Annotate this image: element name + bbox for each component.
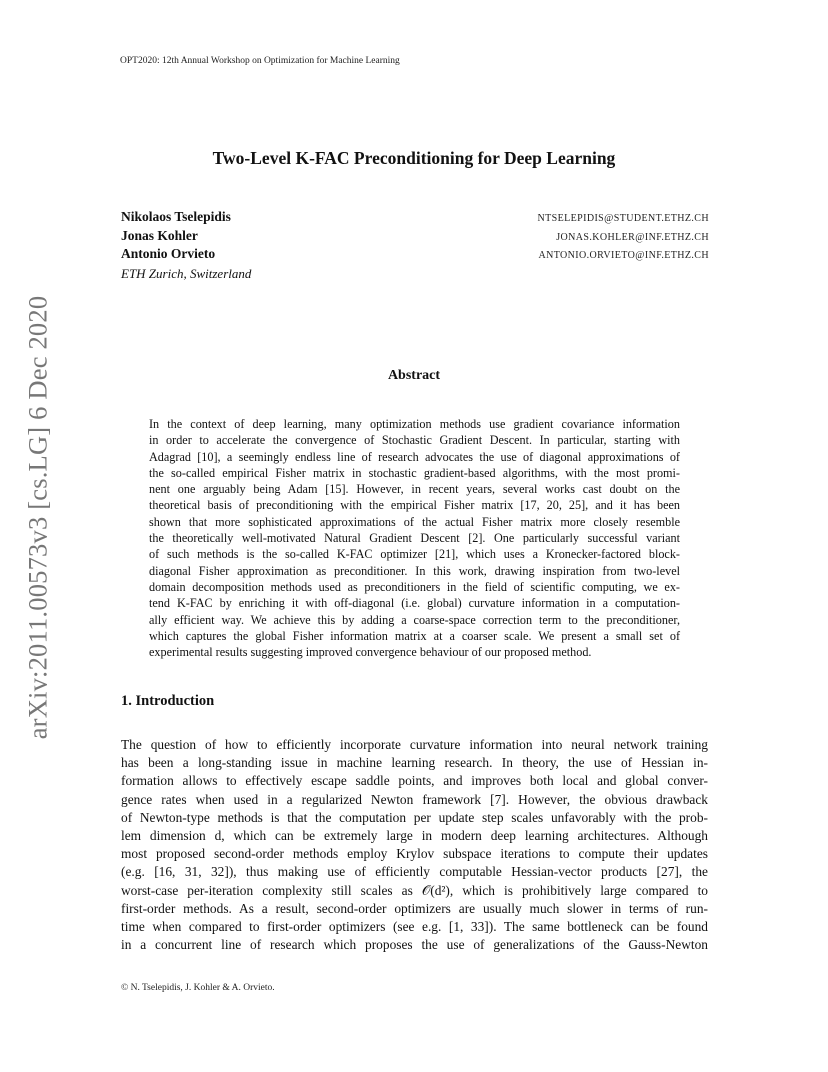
author-email: NTSELEPIDIS@STUDENT.ETHZ.CH xyxy=(537,213,709,224)
text-line: which captures the global Fisher information matrix at a coarser scale. We present a small set of xyxy=(149,628,680,643)
text-line: The question of how to efficiently incorporate curvature information into neural network training xyxy=(121,737,708,752)
text-line: of Newton-type methods is that the computation per update step scales unfavorably with the prob- xyxy=(121,809,708,825)
text-line: most proposed second-order methods employ Krylov subspace iterations to compute their updates xyxy=(121,846,708,862)
text-line: has been a long-standing issue in machine learning research. In theory, the use of Hessian in- xyxy=(121,755,708,771)
text-line: ally efficient way. We achieve this by adding a coarse-space correction term to the preconditioner, xyxy=(149,612,680,627)
text-line: theoretical basis of preconditioning with the empirical Fisher matrix [17, 20, 25], and it has been xyxy=(149,498,680,513)
text-line: lem dimension d, which can be extremely large in modern deep learning architectures. Although xyxy=(121,827,708,843)
author-name: Jonas Kohler xyxy=(121,227,198,243)
author-row xyxy=(121,209,709,228)
section-heading: 1. Introduction xyxy=(121,693,215,709)
affiliation: ETH Zurich, Switzerland xyxy=(121,265,252,281)
author-email: ANTONIO.ORVIETO@INF.ETHZ.CH xyxy=(538,250,709,261)
text-line: nent one arguably being Adam [15]. However, in recent years, several works cast doubt on the xyxy=(149,482,680,497)
author-row xyxy=(121,228,709,247)
text-line: diagonal Fisher approximation as preconditioner. In this work, drawing inspiration from two-level xyxy=(149,563,680,578)
text-line: (e.g. [16, 31, 32]), thus making use of efficiently computable Hessian-vector products [27], the xyxy=(121,864,708,880)
abstract-body xyxy=(149,416,680,660)
author-email: JONAS.KOHLER@INF.ETHZ.CH xyxy=(556,231,709,243)
arxiv-stamp-text: arXiv:2011.00573v3 [cs.LG] 6 Dec 2020 xyxy=(22,295,53,739)
text-line: gence rates when used in a regularized Newton framework [7]. However, the obvious drawback xyxy=(121,791,708,807)
text-line: first-order methods. As a result, second-order optimizers are usually much slower in terms of run- xyxy=(121,900,708,916)
author-block xyxy=(121,209,709,282)
author-name: Antonio Orvieto xyxy=(121,246,216,261)
text-line: the theoretically well-motivated Natural Gradient Descent [2]. One particularly successful variant xyxy=(149,531,680,546)
text-line: Adagrad [10], a seemingly endless line of research advocates the use of diagonal approximations of xyxy=(149,449,680,464)
text-line: experimental results suggesting improved convergence behaviour of our proposed method. xyxy=(149,645,592,660)
abstract-heading: Abstract xyxy=(387,368,441,383)
text-line: of such methods is the so-called K-FAC optimizer [21], which uses a Kronecker-factored block- xyxy=(149,547,680,562)
arxiv-stamp xyxy=(20,291,56,743)
text-line: shown that more sophisticated approximations of the actual Fisher matrix more closely resemble xyxy=(149,514,680,529)
copyright-footer: © N. Tselepidis, J. Kohler & A. Orvieto. xyxy=(121,983,275,993)
running-header: OPT2020: 12th Annual Workshop on Optimization for Machine Learning xyxy=(120,56,400,66)
text-line: the so-called empirical Fisher matrix in stochastic gradient-based algorithms, with the most promi- xyxy=(149,465,680,480)
text-line: worst-case per-iteration complexity still scales as 𝒪(d²), which is prohibitively large compared to xyxy=(121,882,708,898)
text-line: tend K-FAC by enriching it with off-diagonal (i.e. global) curvature information in a computation- xyxy=(149,596,680,611)
text-line: in a concurrent line of research which proposes the use of generalizations of the Gauss-Newton xyxy=(121,937,708,953)
text-line: formation allows to effectively escape saddle points, and improves both local and global conver- xyxy=(121,773,708,789)
author-name: Nikolaos Tselepidis xyxy=(121,209,231,224)
text-line: time when compared to first-order optimizers (see e.g. [1, 33]). The same bottleneck can be found xyxy=(121,918,708,934)
text-line: in order to accelerate the convergence of Stochastic Gradient Descent. In particular, starting with xyxy=(149,433,680,448)
text-line: In the context of deep learning, many optimization methods use gradient covariance information xyxy=(149,417,680,431)
author-row xyxy=(121,246,709,265)
introduction-body xyxy=(121,736,708,954)
text-line: domain decomposition methods used as preconditioners in the field of scientific computing, we ex- xyxy=(149,579,680,594)
paper-title: Two-Level K-FAC Preconditioning for Deep Learning xyxy=(212,148,616,168)
